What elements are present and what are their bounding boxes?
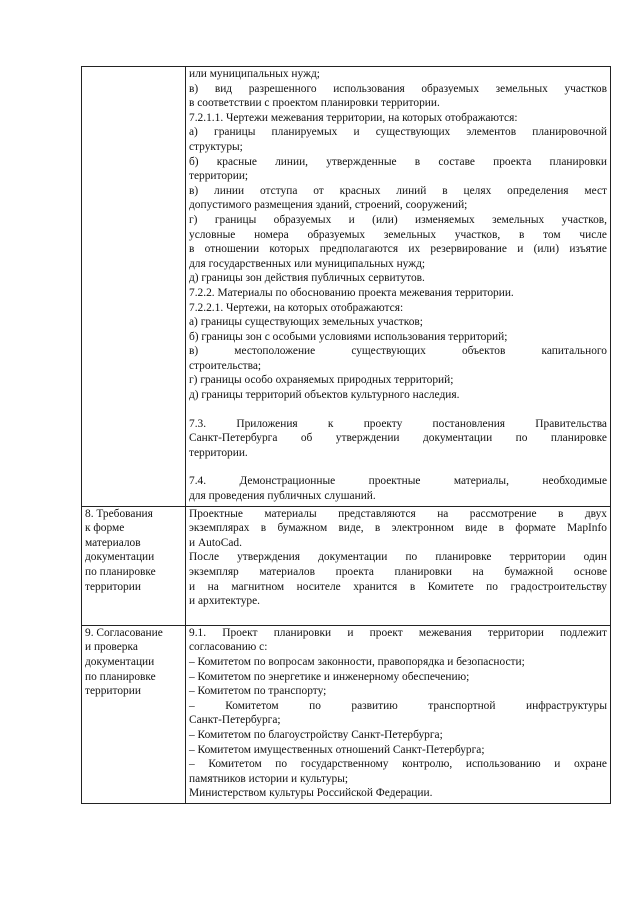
text-line: строительства; — [189, 359, 262, 372]
text-line: Проектные материалы представляются на рассмотрение в двух — [189, 507, 607, 520]
section9-label — [85, 626, 182, 699]
text-line: экземпляр материалов проекта планировки на бумажной основе — [189, 566, 607, 578]
section8-paragraphs — [189, 507, 607, 609]
section-label-line: по планировке — [85, 566, 156, 578]
text-line: – Комитетом имущественных отношений Санкт-Петербурга; — [189, 743, 485, 756]
section-label-line: территории — [85, 685, 141, 698]
text-line: Министерством культуры Российской Федерации. — [189, 787, 433, 800]
text-line: согласованию с: — [189, 641, 268, 654]
table-row — [82, 67, 611, 507]
section8-label-cell — [82, 506, 186, 625]
text-line: для государственных или муниципальных нужд; — [189, 257, 426, 270]
section9-content-cell — [186, 625, 611, 803]
text-line: – Комитетом по транспорту; — [189, 685, 327, 698]
text-line: 9.1. Проект планировки и проект межевания территории подлежит — [189, 626, 607, 639]
table-row — [82, 625, 611, 803]
text-line: территории. — [189, 446, 248, 459]
section7-content-cell — [186, 67, 611, 507]
text-line: в соответствии с проектом планировки территории. — [189, 97, 440, 110]
text-line: в отношении которых предполагаются их резервирование и (или) изъятие — [189, 243, 607, 256]
section-label-line: документации — [85, 655, 155, 668]
item-7-4 — [189, 474, 607, 503]
section-label-line: документации — [85, 551, 155, 564]
text-line: г) границы образуемых и (или) изменяемых земельных участков, — [189, 213, 607, 226]
text-line: 7.2.2. Материалы по обоснованию проекта межевания территории. — [189, 286, 514, 299]
text-line: – Комитетом по энергетике и инженерному обеспечению; — [189, 670, 470, 683]
section-label-line: и проверка — [85, 641, 138, 654]
section-label-line: 8. Требования — [85, 507, 153, 520]
text-line: 7.2.2.1. Чертежи, на которых отображаются: — [189, 301, 404, 314]
text-line: – Комитетом по государственному контролю, использованию и охране — [189, 758, 607, 771]
section7-paragraphs — [189, 67, 607, 403]
text-line: структуры; — [189, 140, 243, 153]
text-line: и на магнитном носителе хранится в Комитете по градостроительству — [189, 580, 607, 593]
text-line: б) красные линии, утвержденные в составе проекта планировки — [189, 155, 607, 168]
terms-table — [81, 66, 611, 804]
section9-label-cell — [82, 625, 186, 803]
text-line: в) местоположение существующих объектов капитального — [189, 345, 607, 358]
text-line: – Комитетом по благоустройству Санкт-Петербурга; — [189, 728, 443, 741]
section-label-line: 9. Согласование — [85, 626, 163, 639]
text-line: и архитектуре. — [189, 595, 261, 608]
text-line: – Комитетом по вопросам законности, правопорядка и безопасности; — [189, 655, 525, 668]
text-line: б) границы зон с особыми условиями использования территорий; — [189, 330, 508, 343]
section-label-line: по планировке — [85, 670, 156, 683]
section9-paragraphs — [189, 626, 607, 801]
text-line: для проведения публичных слушаний. — [189, 490, 376, 503]
text-line: и AutoCad. — [189, 536, 242, 549]
text-line: в) линии отступа от красных линий в целях определения мест — [189, 184, 607, 197]
text-line: экземплярах в бумажном виде, в электронном виде в формате MapInfo — [189, 522, 607, 535]
text-line: После утверждения документации по планировке территории один — [189, 551, 607, 564]
text-line: допустимого размещения зданий, строений, сооружений; — [189, 199, 468, 212]
text-line: д) границы зон действия публичных сервитутов. — [189, 272, 425, 285]
text-line: Санкт-Петербурга; — [189, 714, 281, 727]
text-line: Санкт-Петербурга об утверждении документации по планировке — [189, 432, 607, 445]
text-line: а) границы существующих земельных участков; — [189, 316, 423, 329]
section-label-line: к форме — [85, 522, 125, 535]
text-line: а) границы планируемых и существующих элементов планировочной — [189, 126, 607, 139]
item-7-3 — [189, 417, 607, 461]
section7-label-cell — [82, 67, 186, 507]
text-line: 7.2.1.1. Чертежи межевания территории, на которых отображаются: — [189, 111, 518, 124]
section8-content-cell — [186, 506, 611, 625]
section-label-line: материалов — [85, 536, 141, 549]
text-line: 7.3. Приложения к проекту постановления Правительства — [189, 417, 607, 430]
text-line: в) вид разрешенного использования образуемых земельных участков — [189, 82, 607, 95]
text-line: д) границы территорий объектов культурного наследия. — [189, 389, 460, 402]
text-line: условные номера образуемых земельных участков, в том числе — [189, 228, 607, 241]
text-line: 7.4. Демонстрационные проектные материалы, необходимые — [189, 475, 607, 488]
text-line: территории; — [189, 170, 249, 183]
section8-label — [85, 507, 182, 595]
text-line: г) границы особо охраняемых природных территорий; — [189, 374, 454, 387]
text-line: – Комитетом по развитию транспортной инфраструктуры — [189, 699, 607, 712]
section-label-line: территории — [85, 580, 141, 593]
text-line: памятников истории и культуры; — [189, 772, 349, 785]
text-line: или муниципальных нужд; — [189, 68, 320, 80]
table-row — [82, 506, 611, 625]
